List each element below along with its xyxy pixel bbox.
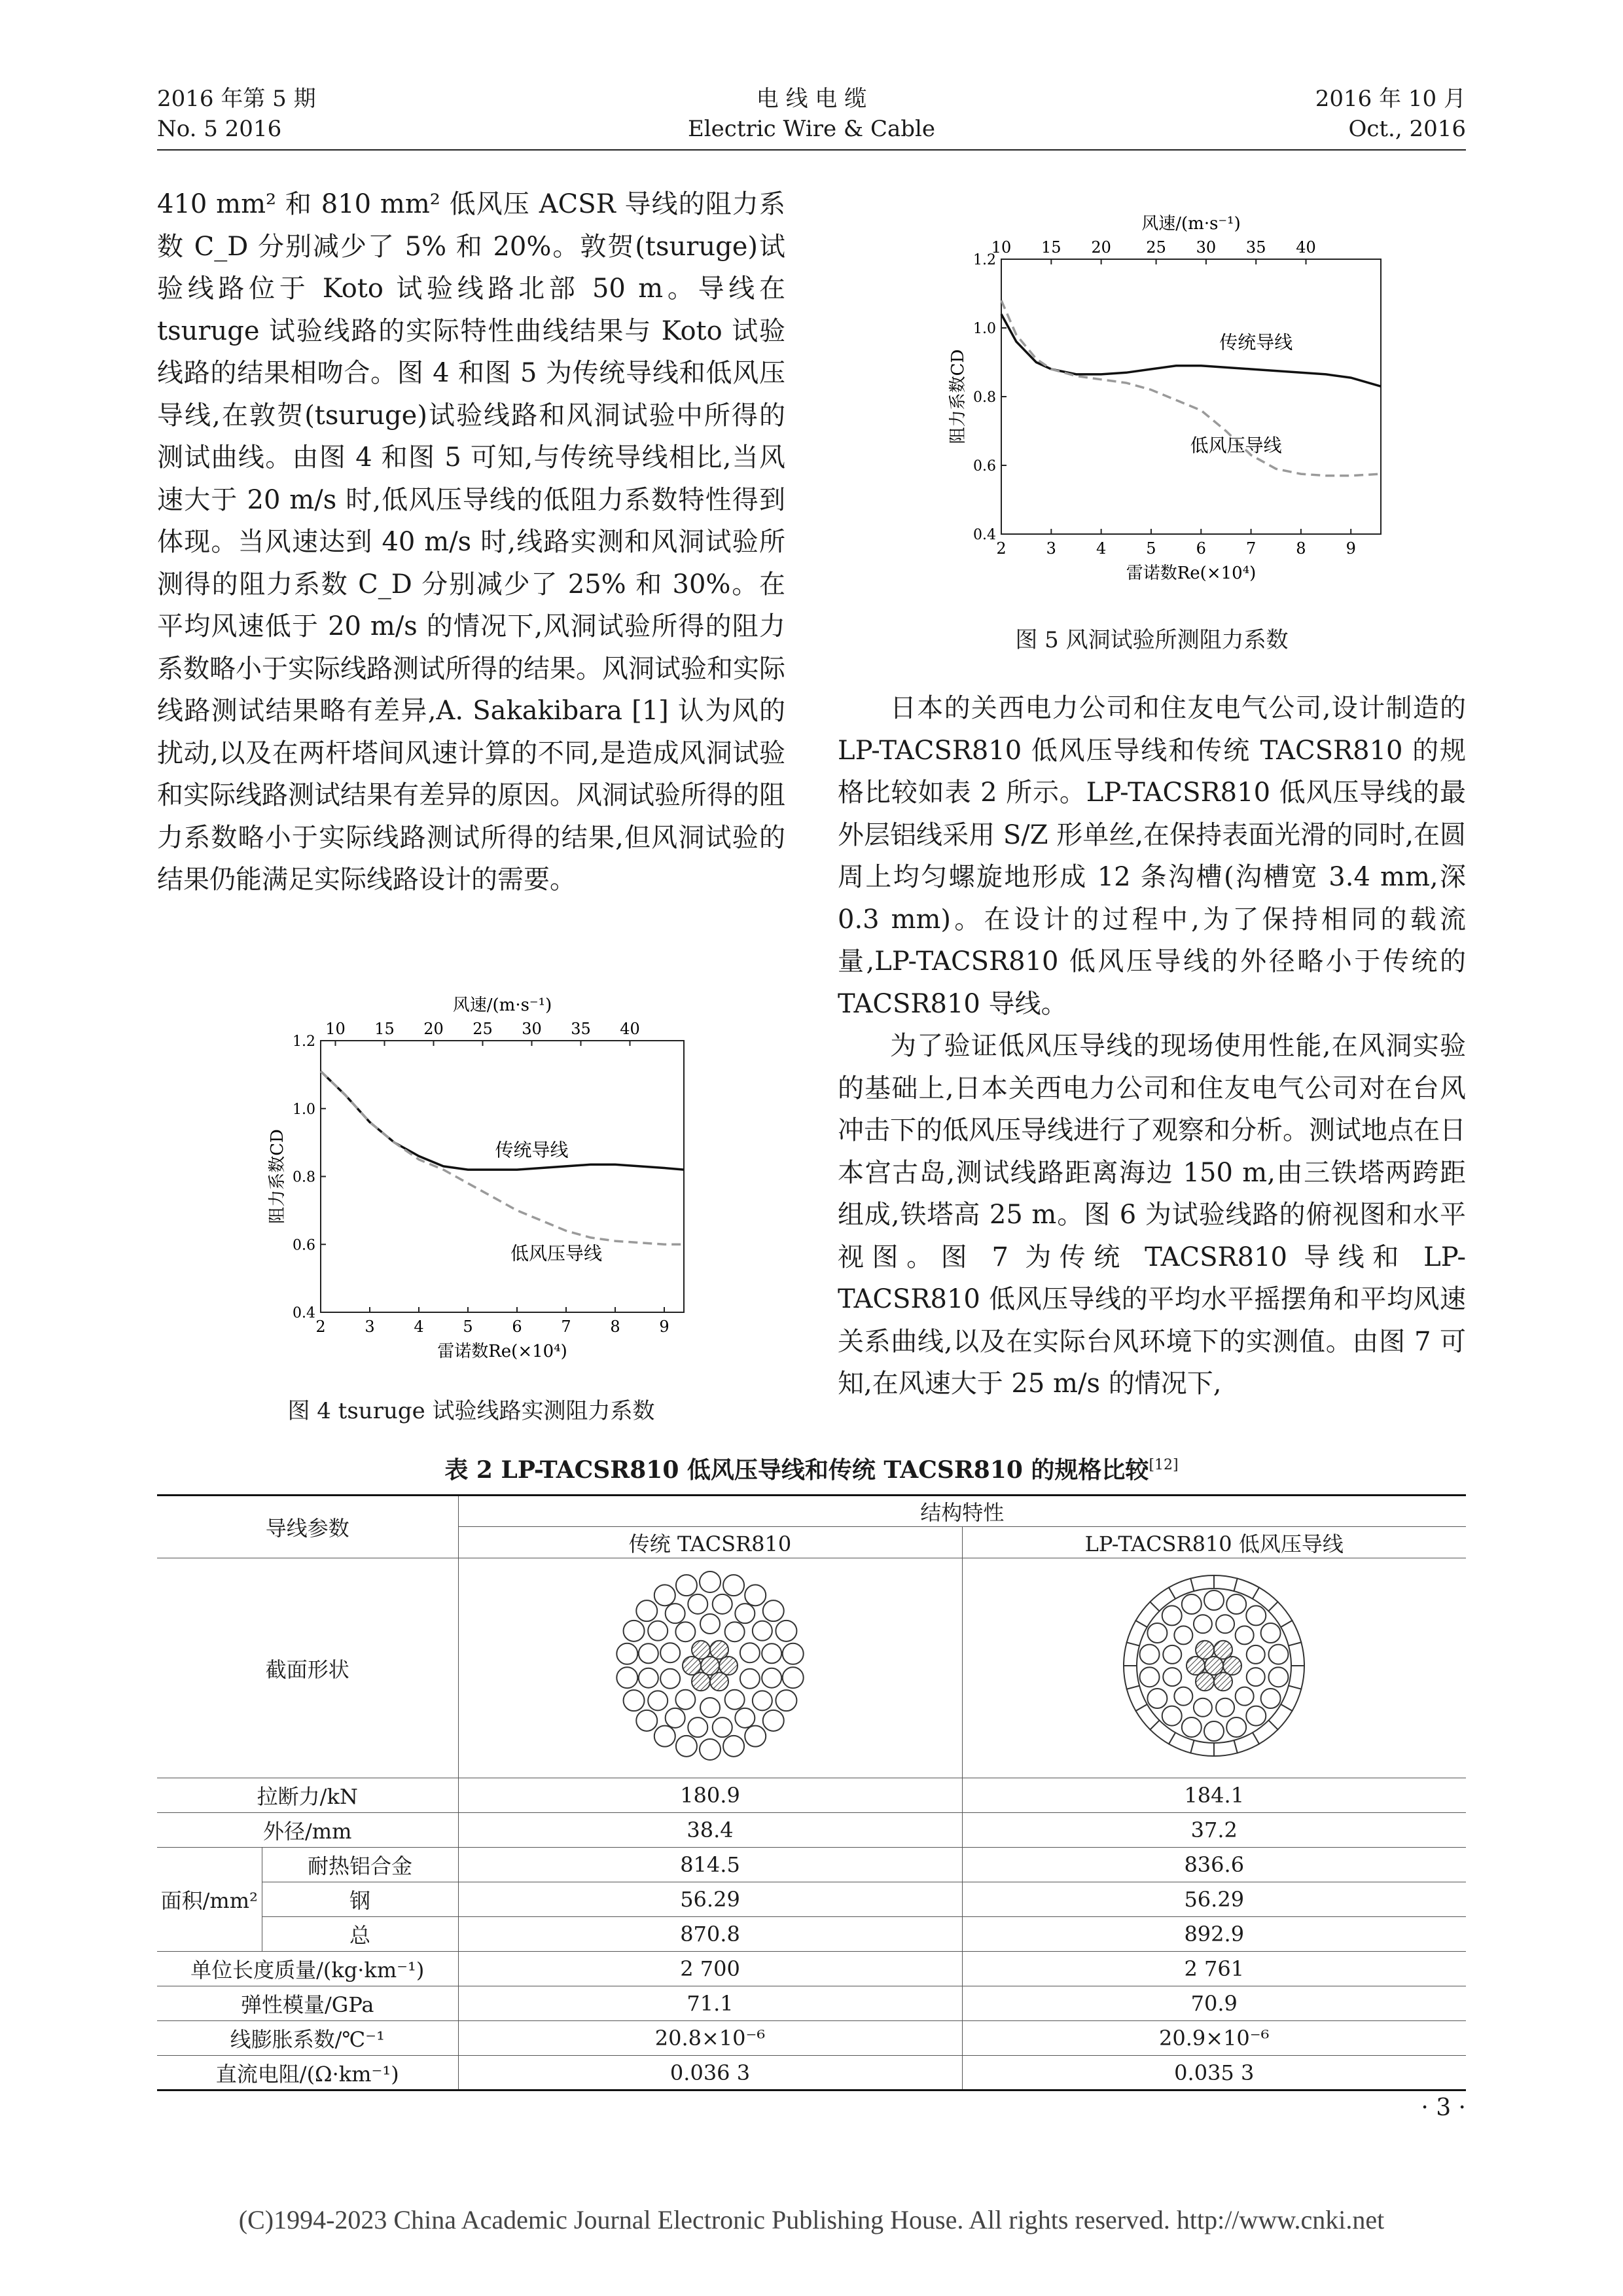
top-tick-label: 25 — [1146, 238, 1166, 257]
sz-shaped-strand — [1289, 1666, 1304, 1689]
paragraph: 410 mm² 和 810 mm² 低风压 ACSR 导线的阻力系数 C_D 分别减少了 5% 和 20%。敦贺(tsuruge)试验线路位于 Koto 试验线路北部 50 m。导线在 tsuruge 试验线路的实际特性曲线结果与 Koto 试验线路的结果相吻合。图 4 和图 5 为传统导线和低风压导线,在敦贺(tsuruge)试验线路和风洞试验中所得的测试曲线。由图 4 和图 5 可知,与传统导线相比,当风速大于 20 m/s 时,低风压导线的低阻力系数特性得到体现。当风速达到 40 m/s 时,线路实测和风洞试验所测得的阻力系数 C_D 分别减少了 25% 和 30%。在平均风速低于 20 m/s 的情况下,风洞试验所得的阻力系数略小于实际线路测试所得的结果。风洞试验和实际线路测试结果略有差异,A. Sakakibara [1] 认为风的扰动,以及在两杆塔间风速计算的不同,是造成风洞试验和实际线路测试结果有差异的原因。风洞试验所得的阻力系数略小于实际线路测试所得的结果,但风洞试验的结果仍能满足实际线路设计的需要。 — [157, 189, 785, 895]
aluminum-strand — [725, 1622, 745, 1641]
left-column — [157, 183, 785, 901]
aluminum-strand — [1148, 1623, 1168, 1643]
top-tick-label: 20 — [1091, 238, 1111, 257]
aluminum-strand — [1216, 1698, 1234, 1716]
steel-core-strand — [701, 1657, 719, 1675]
aluminum-strand — [675, 1622, 695, 1641]
aluminum-strand — [648, 1621, 668, 1640]
top-tick-label: 30 — [1196, 238, 1217, 257]
steel-core-strand — [683, 1657, 701, 1675]
table-row — [157, 1813, 1466, 1848]
x-tick-label: 5 — [463, 1318, 473, 1336]
issue-date: 2016 年 10 月 Oct., 2016 — [1315, 86, 1466, 142]
conventional-cross-section-figure — [612, 1568, 808, 1764]
y-tick-label: 1.2 — [293, 1033, 315, 1050]
aluminum-strand — [713, 1717, 732, 1737]
y-tick-label: 1.0 — [973, 321, 996, 337]
header-cell: 结构特性 — [458, 1496, 1466, 1527]
aluminum-strand — [1236, 1687, 1254, 1705]
row-sublabel: 总 — [262, 1917, 458, 1952]
aluminum-strand — [1269, 1644, 1289, 1664]
top-tick-label: 15 — [374, 1020, 395, 1038]
plot-frame — [321, 1041, 684, 1312]
aluminum-strand — [666, 1708, 685, 1727]
aluminum-strand — [1247, 1645, 1265, 1663]
aluminum-strand — [660, 1668, 680, 1688]
top-tick-label: 10 — [325, 1020, 346, 1038]
table2-caption: 表 2 LP-TACSR810 低风压导线和传统 TACSR810 的规格比较[12] — [444, 1456, 1179, 1484]
aluminum-strand — [762, 1643, 781, 1663]
top-tick-label: 30 — [522, 1020, 542, 1038]
aluminum-strand — [763, 1710, 784, 1731]
row-label: 拉断力/kN — [157, 1778, 458, 1813]
y-tick-label: 1.0 — [293, 1101, 315, 1118]
row-label: 弹性模量/GPa — [157, 1986, 458, 2021]
row-label: 外径/mm — [157, 1813, 458, 1848]
cell: 20.9×10⁻⁶ — [962, 2021, 1466, 2056]
aluminum-strand — [1162, 1605, 1182, 1625]
fig5-caption: 图 5 风洞试验所测阻力系数 — [1015, 627, 1289, 653]
table-row — [157, 1952, 1466, 1986]
aluminum-strand — [676, 1735, 697, 1756]
series-label: 传统导线 — [1219, 331, 1293, 353]
table-row — [157, 1917, 1466, 1952]
steel-core-strand — [692, 1672, 710, 1691]
x-tick-label: 7 — [561, 1318, 571, 1336]
journal-issue: 2016 年第 5 期 No. 5 2016 — [157, 86, 316, 142]
aluminum-strand — [1226, 1717, 1246, 1736]
cell: 0.036 3 — [458, 2056, 962, 2090]
steel-core-strand — [1186, 1657, 1205, 1675]
y-tick-label: 0.8 — [973, 389, 996, 406]
aluminum-strand — [639, 1643, 658, 1663]
cell: 870.8 — [458, 1917, 962, 1952]
aluminum-strand — [1163, 1645, 1181, 1663]
steel-core-strand — [1205, 1657, 1223, 1675]
cell: 38.4 — [458, 1813, 962, 1848]
aluminum-strand — [1194, 1698, 1212, 1716]
aluminum-strand — [762, 1668, 781, 1687]
aluminum-strand — [1236, 1626, 1254, 1644]
cell: 0.035 3 — [962, 2056, 1466, 2090]
aluminum-strand — [763, 1600, 784, 1621]
aluminum-strand — [648, 1691, 668, 1710]
aluminum-strand — [1216, 1615, 1234, 1633]
aluminum-strand — [1204, 1721, 1224, 1741]
aluminum-strand — [735, 1604, 755, 1623]
series-label: 传统导线 — [495, 1139, 569, 1161]
x-tick-label: 3 — [365, 1318, 375, 1336]
x-tick-label: 9 — [1346, 539, 1356, 558]
cell: 2 700 — [458, 1952, 962, 1986]
paragraph: 日本的关西电力公司和住友电气公司,设计制造的 LP-TACSR810 低风压导线和传统 TACSR810 的规格比较如表 2 所示。LP-TACSR810 低风压导线的最外层铝线采用 S/Z 形单丝,在保持表面光滑的同时,在圆周上均匀螺旋地形成 12 条沟槽(沟槽宽 3.4 mm,深 0.3 mm)。在设计的过程中,为了保持相同的载流量,LP-TACSR810 低风压导线的外径略小于传统的 TACSR810 导线。 — [838, 693, 1466, 1019]
x-tick-label: 4 — [414, 1318, 424, 1336]
steel-core-strand — [1214, 1672, 1232, 1691]
x-tick-label: 9 — [659, 1318, 669, 1336]
x-axis-label: 雷诺数Re(×10⁴) — [437, 1342, 567, 1361]
aluminum-strand — [1247, 1605, 1266, 1625]
row-label: 截面形状 — [157, 1558, 458, 1778]
copyright-footer: (C)1994-2023 China Academic Journal Electronic Publishing House. All rights reserved. http://www.cnki.net — [238, 2205, 1385, 2234]
aluminum-strand — [1175, 1626, 1193, 1644]
cell: 2 761 — [962, 1952, 1466, 1986]
aluminum-strand — [688, 1594, 707, 1613]
aluminum-strand — [1247, 1706, 1266, 1725]
sz-shaped-strand — [1191, 1575, 1215, 1591]
header-cell: 传统 TACSR810 — [458, 1527, 962, 1558]
aluminum-strand — [745, 1725, 766, 1746]
x-axis-label: 雷诺数Re(×10⁴) — [1126, 564, 1257, 583]
sz-shaped-strand — [1289, 1642, 1304, 1666]
aluminum-strand — [666, 1604, 685, 1623]
aluminum-strand — [700, 1614, 720, 1634]
x-tick-label: 3 — [1046, 539, 1056, 558]
cell: 180.9 — [458, 1778, 962, 1813]
spec-table — [157, 1494, 1466, 2091]
header-cell: 导线参数 — [157, 1496, 458, 1558]
table-row — [157, 2056, 1466, 2090]
aluminum-strand — [740, 1643, 760, 1662]
aluminum-strand — [1226, 1594, 1246, 1614]
table-row — [157, 1882, 1466, 1917]
aluminum-strand — [745, 1585, 766, 1605]
aluminum-strand — [1261, 1623, 1281, 1643]
top-axis-label: 风速/(m·s⁻¹) — [1141, 214, 1241, 234]
conventional-cross-section-cell — [458, 1558, 962, 1778]
header-cell: LP-TACSR810 低风压导线 — [962, 1527, 1466, 1558]
fig4-caption: 图 4 tsuruge 试验线路实测阻力系数 — [287, 1398, 655, 1424]
aluminum-strand — [700, 1571, 721, 1592]
aluminum-strand — [624, 1620, 645, 1641]
cell: 814.5 — [458, 1848, 962, 1882]
sz-shaped-strand — [1214, 1740, 1238, 1755]
aluminum-strand — [676, 1575, 697, 1596]
aluminum-strand — [1204, 1590, 1224, 1610]
right-column — [838, 687, 1466, 1405]
cell: 37.2 — [962, 1813, 1466, 1848]
fig4-chart — [223, 982, 720, 1388]
x-tick-label: 6 — [1196, 539, 1206, 558]
steel-core-strand — [692, 1640, 710, 1659]
top-tick-label: 35 — [571, 1020, 591, 1038]
y-axis-label: 阻力系数CD — [948, 349, 968, 444]
aluminum-strand — [1194, 1615, 1212, 1633]
table-row — [157, 1848, 1466, 1882]
aluminum-strand — [636, 1710, 657, 1731]
aluminum-strand — [753, 1691, 772, 1710]
steel-core-strand — [710, 1640, 728, 1659]
aluminum-strand — [654, 1725, 675, 1746]
aluminum-strand — [675, 1689, 695, 1709]
table-row — [157, 1986, 1466, 2021]
y-tick-label: 0.8 — [293, 1169, 315, 1186]
aluminum-strand — [616, 1643, 637, 1664]
table-row — [157, 1558, 1466, 1778]
top-tick-label: 25 — [473, 1020, 493, 1038]
aluminum-strand — [735, 1708, 755, 1727]
table-row — [157, 2021, 1466, 2056]
conventional-line — [1001, 314, 1381, 386]
top-tick-label: 20 — [423, 1020, 444, 1038]
x-tick-label: 4 — [1096, 539, 1107, 558]
aluminum-strand — [1182, 1717, 1202, 1736]
steel-core-strand — [1214, 1640, 1232, 1659]
y-tick-label: 1.2 — [973, 252, 996, 268]
sz-shaped-strand — [1124, 1642, 1139, 1666]
aluminum-strand — [660, 1643, 680, 1662]
sz-shaped-strand — [1124, 1666, 1139, 1689]
row-label: 面积/mm² — [157, 1848, 262, 1952]
aluminum-strand — [636, 1600, 657, 1621]
y-tick-label: 0.6 — [293, 1237, 315, 1254]
top-tick-label: 40 — [1296, 238, 1316, 257]
aluminum-strand — [713, 1594, 732, 1613]
lp-cross-section-cell — [962, 1558, 1466, 1778]
row-sublabel: 耐热铝合金 — [262, 1848, 458, 1882]
aluminum-strand — [753, 1621, 772, 1640]
aluminum-strand — [616, 1667, 637, 1688]
y-tick-label: 0.4 — [293, 1305, 315, 1321]
header-rule — [157, 149, 1466, 151]
aluminum-strand — [700, 1698, 720, 1717]
cell: 892.9 — [962, 1917, 1466, 1952]
cell: 20.8×10⁻⁶ — [458, 2021, 962, 2056]
top-tick-label: 10 — [991, 238, 1012, 257]
cell: 56.29 — [962, 1882, 1466, 1917]
aluminum-strand — [624, 1690, 645, 1711]
steel-core-strand — [1196, 1640, 1214, 1659]
aluminum-strand — [783, 1667, 804, 1688]
aluminum-strand — [723, 1735, 744, 1756]
top-tick-label: 35 — [1245, 238, 1266, 257]
cell: 184.1 — [962, 1778, 1466, 1813]
table-row — [157, 1496, 1466, 1527]
sz-shaped-strand — [1191, 1740, 1215, 1755]
x-tick-label: 2 — [315, 1318, 326, 1336]
paragraph: 为了验证低风压导线的现场使用性能,在风洞实验的基础上,日本关西电力公司和住友电气公司对在台风冲击下的低风压导线进行了观察和分析。测试地点在日本宫古岛,测试线路距离海边 150 m,由三铁塔两跨距组成,铁塔高 25 m。图 6 为试验线路的俯视图和水平视图。图 7 为传统 TACSR810 导线和 LP-TACSR810 低风压导线的平均水平摇摆角和平均风速关系曲线,以及在实际台风环境下的实测值。由图 7 可知,在风速大于 25 m/s 的情况下, — [838, 1031, 1466, 1399]
aluminum-strand — [1261, 1689, 1281, 1708]
top-tick-label: 40 — [620, 1020, 640, 1038]
fig5-chart — [890, 194, 1400, 613]
steel-core-strand — [719, 1657, 738, 1675]
x-tick-label: 5 — [1146, 539, 1156, 558]
row-label: 单位长度质量/(kg·km⁻¹) — [157, 1952, 458, 1986]
aluminum-strand — [1140, 1667, 1160, 1687]
x-tick-label: 6 — [512, 1318, 522, 1336]
aluminum-strand — [1162, 1706, 1182, 1725]
lp-cross-section-figure — [1116, 1568, 1312, 1764]
series-label: 低风压导线 — [510, 1242, 603, 1265]
cell: 70.9 — [962, 1986, 1466, 2021]
aluminum-strand — [1175, 1687, 1193, 1705]
x-tick-label: 2 — [996, 539, 1007, 558]
x-tick-label: 8 — [1296, 539, 1306, 558]
top-axis-label: 风速/(m·s⁻¹) — [452, 996, 552, 1015]
sz-shaped-strand — [1214, 1575, 1238, 1591]
aluminum-strand — [700, 1739, 721, 1760]
aluminum-strand — [1163, 1668, 1181, 1686]
table-row — [157, 1778, 1466, 1813]
aluminum-strand — [1148, 1689, 1168, 1708]
row-label: 线膨胀系数/℃⁻¹ — [157, 2021, 458, 2056]
aluminum-strand — [776, 1620, 796, 1641]
steel-core-strand — [1196, 1672, 1214, 1691]
aluminum-strand — [783, 1643, 804, 1664]
aluminum-strand — [654, 1585, 675, 1605]
aluminum-strand — [1140, 1644, 1160, 1664]
series-label: 低风压导线 — [1190, 435, 1282, 456]
plot-frame — [1001, 259, 1381, 534]
aluminum-strand — [1269, 1667, 1289, 1687]
row-sublabel: 钢 — [262, 1882, 458, 1917]
aluminum-strand — [688, 1717, 707, 1737]
row-label: 直流电阻/(Ω·km⁻¹) — [157, 2056, 458, 2090]
aluminum-strand — [740, 1668, 760, 1688]
y-axis-label: 阻力系数CD — [268, 1129, 287, 1224]
aluminum-strand — [639, 1668, 658, 1687]
journal-name: 电 线 电 缆 Electric Wire & Cable — [687, 86, 936, 142]
cell: 71.1 — [458, 1986, 962, 2021]
aluminum-strand — [1247, 1668, 1265, 1686]
y-tick-label: 0.6 — [973, 458, 996, 475]
aluminum-strand — [776, 1690, 796, 1711]
x-tick-label: 8 — [610, 1318, 620, 1336]
steel-core-strand — [1223, 1657, 1241, 1675]
aluminum-strand — [723, 1575, 744, 1596]
x-tick-label: 7 — [1245, 539, 1257, 558]
cell: 836.6 — [962, 1848, 1466, 1882]
page-number: · 3 · — [1421, 2094, 1466, 2121]
steel-core-strand — [710, 1672, 728, 1691]
cell: 56.29 — [458, 1882, 962, 1917]
aluminum-strand — [1182, 1594, 1202, 1614]
top-tick-label: 15 — [1041, 238, 1061, 257]
aluminum-strand — [725, 1689, 745, 1709]
y-tick-label: 0.4 — [973, 527, 996, 543]
